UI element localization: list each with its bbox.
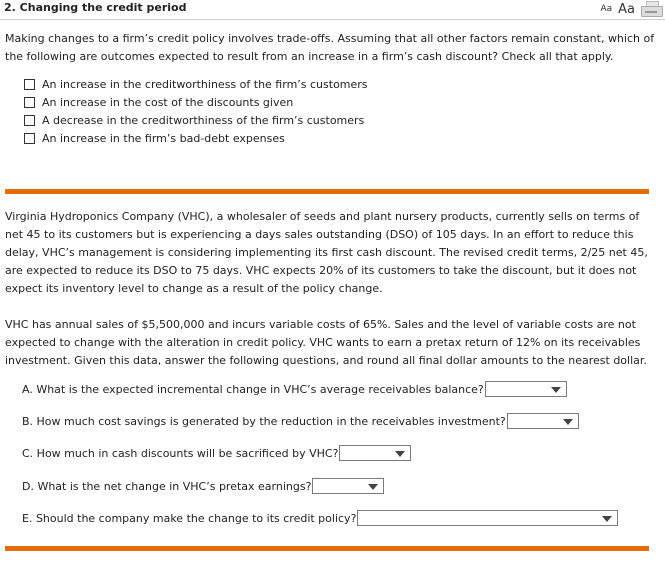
font-increase-button[interactable]: Aa: [618, 1, 635, 17]
checkbox-option-3[interactable]: [24, 112, 364, 128]
case-intro: Virginia Hydroponics Company (VHC), a wholesaler of seeds and plant nursery products, currently sells on terms of net 45 to its customers but is experiencing a days sales outstanding (DSO) of 105 days. In an effort to reduce this delay, VHC’s management is considering implementing its first cash discount. The revised credit terms, 2/25 net 45, are expected to reduce its DSO to 75 days. VHC expects 20% of its customers to take the discount, but it does not expect its inventory level to change as a result of the policy change.: [5, 210, 648, 295]
question-d-dropdown[interactable]: [312, 478, 384, 494]
chevron-down-icon: [563, 419, 573, 425]
question-d-label: D. What is the net change in VHC’s pretax earnings?: [22, 479, 312, 493]
question-c-label: C. How much in cash discounts will be sacrificed by VHC?: [22, 446, 339, 460]
checkbox-option-2[interactable]: [24, 94, 293, 110]
checkbox-label: An increase in the cost of the discounts given: [42, 95, 294, 109]
font-size-controls: [600, 0, 665, 18]
question-a-dropdown[interactable]: [485, 381, 567, 397]
chevron-down-icon: [368, 484, 378, 490]
checkbox-option-4[interactable]: [24, 130, 285, 146]
chevron-down-icon: [395, 451, 405, 457]
section-divider-bottom: [5, 546, 649, 551]
question-b-dropdown[interactable]: [507, 413, 579, 429]
checkbox-label: An increase in the creditworthiness of the firm’s customers: [42, 77, 368, 91]
print-icon[interactable]: [641, 1, 663, 17]
question-e: [22, 509, 618, 527]
checkbox[interactable]: [24, 97, 35, 108]
checkbox[interactable]: [24, 133, 35, 144]
question-d: [22, 477, 384, 495]
question-b: [22, 412, 579, 430]
case-details: VHC has annual sales of $5,500,000 and incurs variable costs of 65%. Sales and the level of variable costs are not expected to change with the alteration in credit policy. VHC wants to earn a pretax return of 12% on its receivables investment. Given this data, answer the following questions, and round all final dollar amounts to the nearest dollar.: [5, 318, 647, 367]
chevron-down-icon: [602, 516, 612, 522]
section-divider: [5, 189, 649, 194]
chevron-down-icon: [551, 387, 561, 393]
checkbox-label: A decrease in the creditworthiness of the firm’s customers: [42, 113, 365, 127]
checkbox-label: An increase in the firm’s bad-debt expenses: [42, 131, 285, 145]
checkbox-option-1[interactable]: [24, 76, 368, 92]
checkbox[interactable]: [24, 115, 35, 126]
question-e-dropdown[interactable]: [357, 510, 618, 526]
checkbox[interactable]: [24, 79, 35, 90]
page-title: 2. Changing the credit period: [4, 1, 187, 14]
question-b-label: B. How much cost savings is generated by the reduction in the receivables investment?: [22, 414, 506, 428]
question-c-dropdown[interactable]: [339, 445, 411, 461]
header-divider: [0, 19, 665, 20]
question-c: [22, 444, 411, 462]
question-e-label: E. Should the company make the change to its credit policy?: [22, 511, 357, 525]
question-a-label: A. What is the expected incremental change in VHC’s average receivables balance?: [22, 382, 484, 396]
question1-prompt: Making changes to a firm’s credit policy involves trade-offs. Assuming that all other factors remain constant, which of the following are outcomes expected to result from an increase in a firm’s cash discount? Check all that apply.: [5, 32, 655, 63]
font-decrease-button[interactable]: Aa: [600, 4, 613, 14]
question-a: [22, 380, 567, 398]
